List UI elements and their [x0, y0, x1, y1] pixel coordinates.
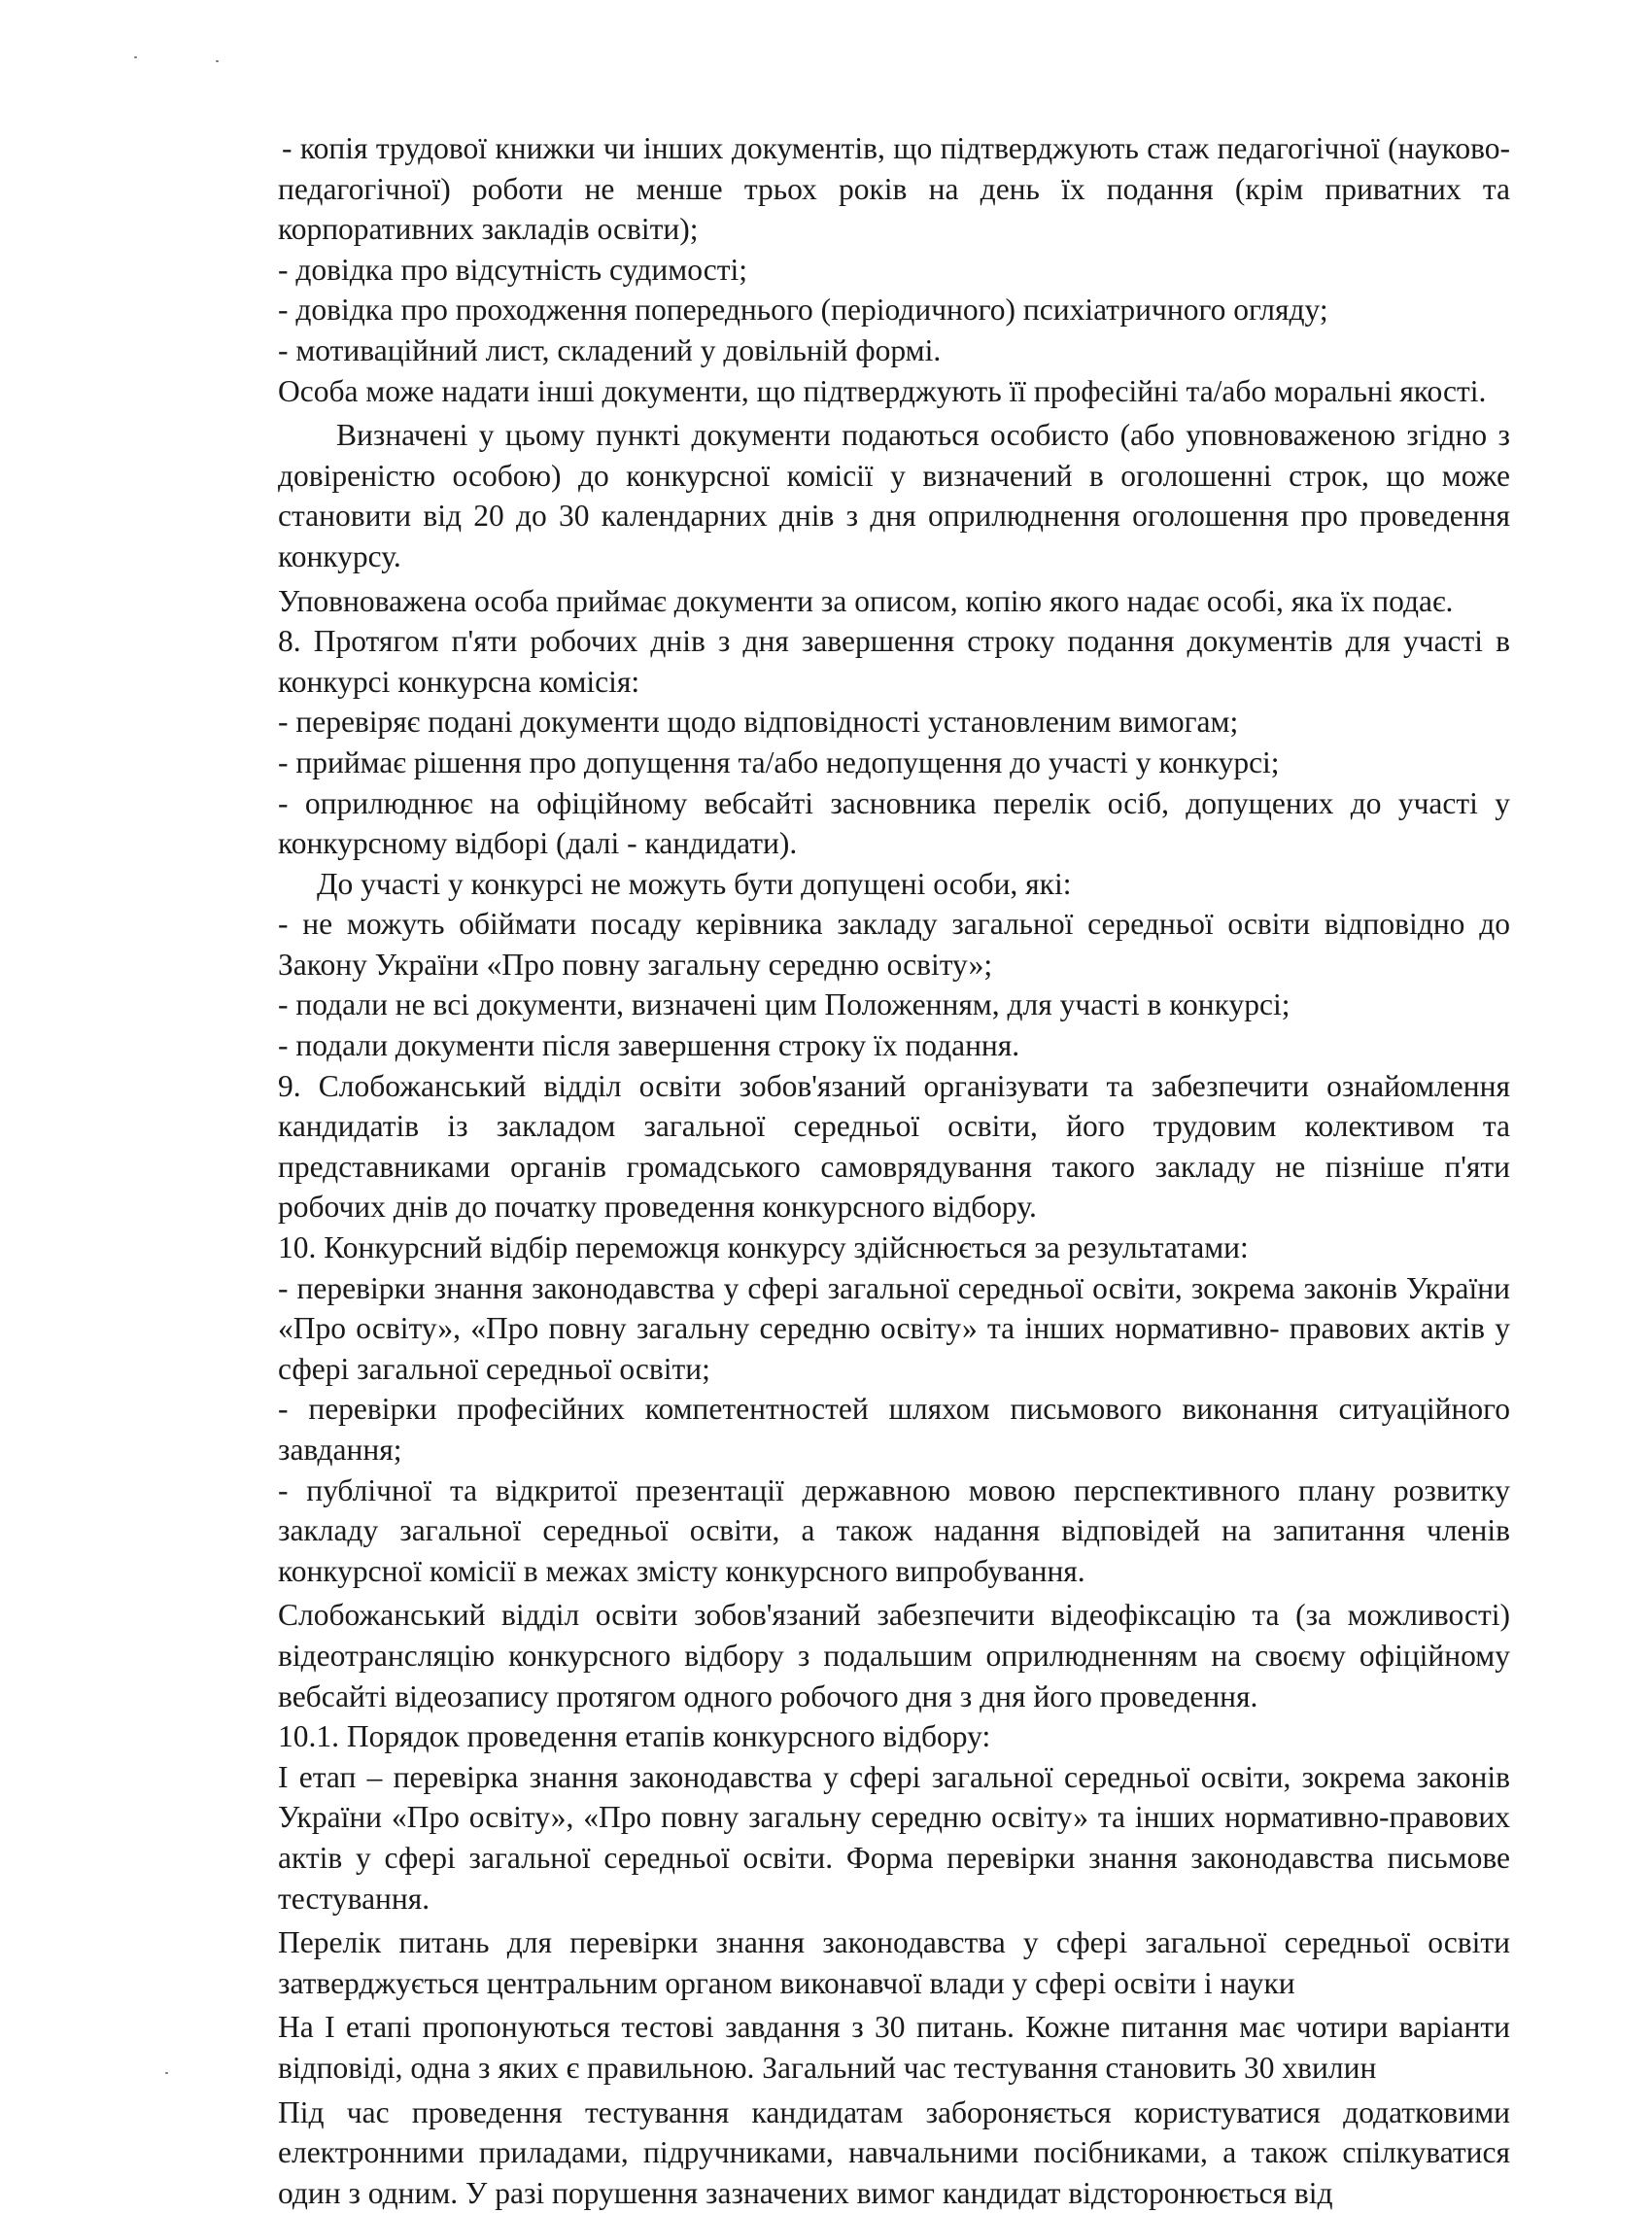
paragraph: - довідка про відсутність судимості; — [278, 250, 1510, 291]
paragraph: Уповноважена особа приймає документи за описом, копію якого надає особі, яка їх подає. — [278, 581, 1510, 622]
scan-speck — [165, 2072, 168, 2074]
paragraph: 10. Конкурсний відбір переможця конкурсу здійснюється за результатами: — [278, 1228, 1510, 1268]
paragraph: Під час проведення тестування кандидатам забороняється користуватися додатковими електронними приладами, підручниками, навчальними посібниками, а також спілкуватися один з одним. У разі порушення зазначених вимог кандидат відсторонюється від — [278, 2092, 1510, 2213]
paragraph: Перелік питань для перевірки знання законодавства у сфері загальної середньої освіти затверджується центральним органом виконавчої влади у сфері освіти і науки — [278, 1922, 1510, 2003]
paragraph: I етап – перевірка знання законодавства у сфері загальної середньої освіти, зокрема законів України «Про освіту», «Про повну загальну середню освіту» та інших нормативно-правових актів у сфері загальної середньої освіти. Форма перевірки знання законодавства письмове тестування. — [278, 1757, 1510, 1919]
paragraph: - не можуть обіймати посаду керівника закладу загальної середньої освіти відповідно до Закону України «Про повну загальну середню освіту»; — [278, 904, 1510, 985]
paragraph: Визначені у цьому пункті документи подаються особисто (або уповноваженою згідно з довіреністю особою) до конкурсної комісії у визначений в оголошенні строк, що може становити від 20 до 30 календарних днів з дня оприлюднення оголошення про проведення конкурсу. — [278, 415, 1510, 576]
paragraph: - перевірки знання законодавства у сфері загальної середньої освіти, зокрема законів України «Про освіту», «Про повну загальну середню освіту» та інших нормативно- правових актів у сфері загальної середньої освіти; — [278, 1268, 1510, 1390]
paragraph: Особа може надати інші документи, що підтверджують її професійні та/або моральні якості. — [278, 371, 1510, 412]
paragraph: До участі у конкурсі не можуть бути допущені особи, які: — [278, 864, 1510, 905]
paragraph: 8. Протягом п'яти робочих днів з дня завершення строку подання документів для участі в конкурсі конкурсна комісія: — [278, 621, 1510, 702]
paragraph: - публічної та відкритої презентації державною мовою перспективного плану розвитку закладу загальної середньої освіти, а також надання відповідей на запитання членів конкурсної комісії в межах змісту конкурсного випробування. — [278, 1470, 1510, 1592]
paragraph: 10.1. Порядок проведення етапів конкурсного відбору: — [278, 1716, 1510, 1757]
paragraph: Слобожанський відділ освіти зобов'язаний забезпечити відеофіксацію та (за можливості) відеотрансляцію конкурсного відбору з подальшим оприлюдненням на своєму офіційному вебсайті відеозапису протягом одного робочого дня з дня його проведення. — [278, 1595, 1510, 1716]
paragraph: 9. Слобожанський відділ освіти зобов'язаний організувати та забезпечити ознайомлення кандидатів із закладом загальної середньої освіти, його трудовим колективом та представниками органів громадського самоврядування такого закладу не пізніше п'яти робочих днів до початку проведення конкурсного відбору. — [278, 1066, 1510, 1228]
paragraph: - довідка про проходження попереднього (періодичного) психіатричного огляду; — [278, 290, 1510, 330]
paragraph: - копія трудової книжки чи інших документів, що підтверджують стаж педагогічної (науково-педагогічної) роботи не менше трьох років на день їх подання (крім приватних та корпоративних закладів освіти); — [278, 128, 1510, 250]
paragraph: - подали не всі документи, визначені цим Положенням, для участі в конкурсі; — [278, 985, 1510, 1025]
document-text — [278, 128, 1510, 2213]
scan-speck — [216, 60, 219, 62]
paragraph: - перевіряє подані документи щодо відповідності установленим вимогам; — [278, 702, 1510, 743]
scan-speck — [134, 56, 137, 58]
paragraph: - подали документи після завершення строку їх подання. — [278, 1025, 1510, 1066]
paragraph: - оприлюднює на офіційному вебсайті засновника перелік осіб, допущених до участі у конкурсному відборі (далі - кандидати). — [278, 783, 1510, 864]
paragraph: - мотиваційний лист, складений у довільній формі. — [278, 330, 1510, 371]
paragraph: - перевірки професійних компетентностей шляхом письмового виконання ситуаційного завдання; — [278, 1389, 1510, 1470]
paragraph: На I етапі пропонуються тестові завдання з 30 питань. Кожне питання має чотири варіанти відповіді, одна з яких є правильною. Загальний час тестування становить 30 хвилин — [278, 2007, 1510, 2088]
paragraph: - приймає рішення про допущення та/або недопущення до участі у конкурсі; — [278, 743, 1510, 783]
